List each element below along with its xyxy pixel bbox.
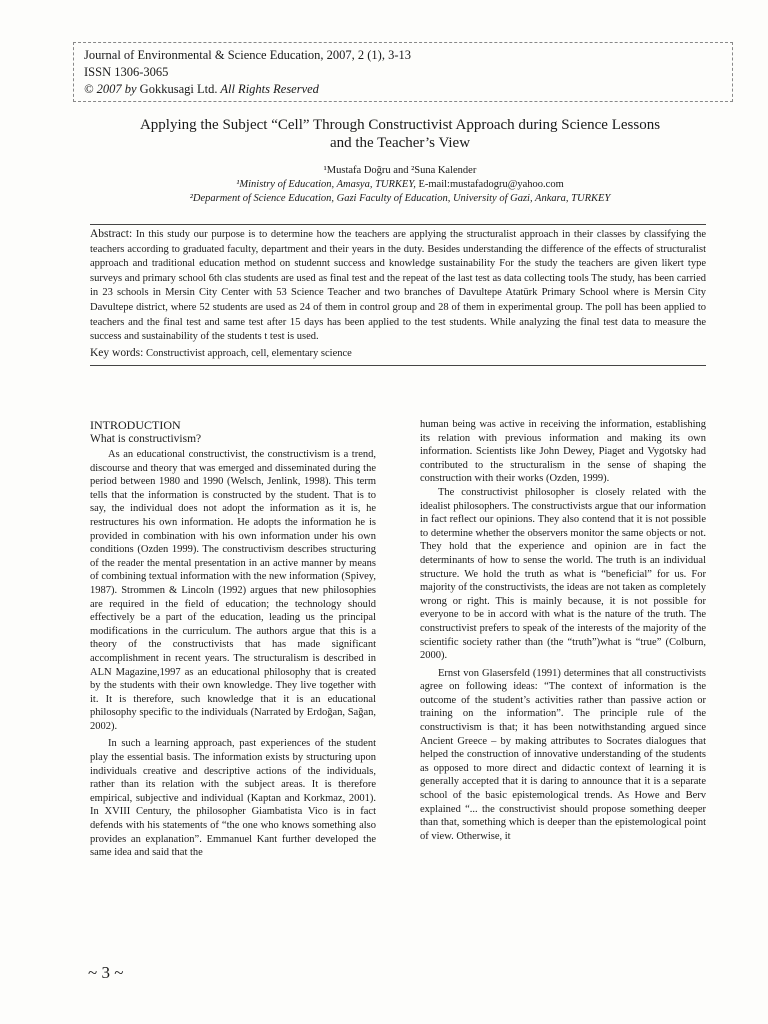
title-line-2: and the Teacher’s View <box>329 135 471 151</box>
author-names: ¹Mustafa Doğru and ²Suna Kalender <box>323 165 477 176</box>
author-block <box>80 164 720 206</box>
title-line-1: Applying the Subject “Cell” Through Constructivist Approach during Science Lessons <box>139 117 661 133</box>
journal-header-box <box>73 42 733 102</box>
keywords-line <box>90 346 706 362</box>
affiliation-1-text: ¹Ministry of Education, Amasya, TURKEY, <box>236 179 419 190</box>
left-column <box>90 418 376 936</box>
keywords-text: Constructivist approach, cell, elementary science <box>143 347 352 359</box>
affiliation-2: ²Deparment of Science Education, Gazi Faculty of Education, University of Gazi, Ankara, TURKEY <box>189 193 611 204</box>
copyright-prefix: © 2007 by <box>84 82 140 96</box>
right-paragraph-1: The constructivist philosopher is closely related with the idealist philosophers. The constructivists argue that our information in fact reflect our opinions. They also contend that it is not possible to determine whether the observers monitor the same objects or not. They hold that the experience and opinion are in fact the determinants of how to sense the world. The truth is an individual structure. We hold the truth as what is “beneficial” for us. For majority of the constructivists, the ideas are not taken as completely wrong or right. This is mainly because, it is not possible for everyone to be in accord with what is the nature of the truth. The constructivist prefers to speak of the interests of the majority of the scientific society rather than (the “truth”)what is “true” (Colburn, 2000). <box>420 486 706 662</box>
subheading-constructivism: What is constructivism? <box>90 433 202 445</box>
journal-copyright <box>84 81 722 98</box>
right-paragraph-0: human being was active in receiving the information, establishing its relation with previous information and making its own information. Scientists like John Dewey, Piaget and Vygotsky had contributed to the structuralism in the sense of shaping the construction with their works (Ozden, 1999). <box>420 419 706 485</box>
author-email-link[interactable]: E-mail:mustafadogru@yahoo.com <box>418 179 564 190</box>
section-heading-introduction: INTRODUCTION <box>90 418 181 432</box>
journal-issn: ISSN 1306-3065 <box>84 65 169 79</box>
publisher-name: Gokkusagi Ltd. <box>139 82 218 96</box>
affiliation-1 <box>80 178 720 192</box>
abstract-text: In this study our purpose is to determine how the teachers are applying the structuralist approach in their classes by classifying the teachers according to graduated faculty, department and their years in the duty. Besides understanding the difference of the effects of structuralist approach and traditional education method on studennt success and knowledge sustainability For the study the teachers are given likert type surveys and primary school 6th clas students are used as final test and the repeat of the last test as data collecting tools The study, has been carried in 23 schools in Mersin City Center with 53 Science Teacher and two branches of Davultepe Atatürk Primary School where is Mersin City Davultepe district, where 52 students are used as 24 of them in control group and 28 of them in experimental group. The poll has been applied to teachers and the final test and same test after 15 days has been applied to the test students. While analyzing the final test data to measure the success and sustainability of the students t test is used. <box>90 229 706 343</box>
journal-citation: Journal of Environmental & Science Education, 2007, 2 (1), 3-13 <box>84 48 412 62</box>
rights-text: All Rights Reserved <box>217 82 319 96</box>
body-columns <box>90 418 706 936</box>
paper-title <box>80 116 720 152</box>
keywords-label: Key words: <box>90 346 144 359</box>
left-paragraph-1: As an educational constructivist, the constructivism is a trend, discourse and theory that was emerged and disseminated during the period between 1980 and 1990 (Welsch, Jenlink, 1998). This term tells that the information is constructed by the student. That is to say, the individual does not adopt the information as it is, he restructures his own information. He adopts the information he is provided in combination with his own information under his own conditions (Ozden 1999). The constructivism describes structuring of the reader the mental presentation in an active manner by means of combining textual information with the new information (Spivey, 1987). Strommen & Lincoln (1992) argues that new philosophies are required in the field of education; the technology should effectively be a part of the education, leading us the principal modifications in the curriculum. The authors argue that this is a theory of the constructivists that has made significant accomplishment in recent years. The structuralism is described in ALN Magazine,1997 as an educational philosophy that is created by the students with their own knowledge. They live together with it. It is therefore, such knowledge that it is an educational philosophy specific to the individuals (Narrated by Erdoğan, Sağan, 2002). <box>90 449 376 732</box>
right-paragraph-2: Ernst von Glasersfeld (1991) determines that all constructivists agree on following ideas: “The context of information is the outcome of the student’s activities rather than passive action or training on the information”. The principle rule of the constructivism is that; it has been notwithstanding argued since Ancient Greece – by making attributes to Socrates dialogues that helped the construction of innovative understanding of the students as opposed to more direct and didactic context of learning it is generally accepted that it is daring to announce that it is a separate school of the basic epistemological trends. As Howe and Berv explained “... the constructivist should propose something deeper than that, something which is deeper than the epistemological point of view. Otherwise, it <box>420 667 706 842</box>
abstract-section <box>90 224 706 366</box>
abstract-label: Abstract: <box>90 228 133 240</box>
page-number: ~ 3 ~ <box>88 963 124 982</box>
left-paragraph-2: In such a learning approach, past experiences of the student play the essential basis. The information exists by structuring upon individuals creative and descriptive actions of the individuals, rather than its relation with the subject areas. It is therefore empirical, subjective and individual (Kaptan and Korkmaz, 2001). In XVIII Century, the philosopher Giambatista Vico is in fact defends with his statements of “the one who knows something also provides an explanation”. Emmanuel Kant further developed the same idea and said that the <box>90 738 376 859</box>
right-column <box>420 418 706 936</box>
